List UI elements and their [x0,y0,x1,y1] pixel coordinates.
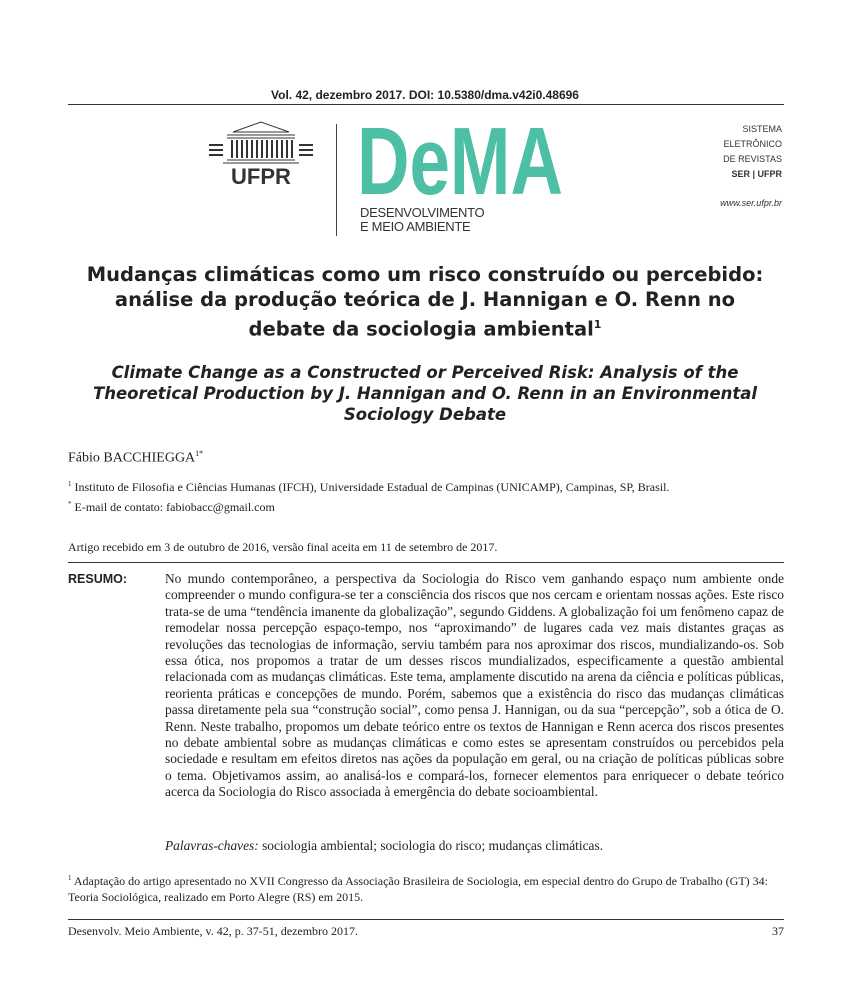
title-portuguese [60,262,790,342]
ser-line-2: ELETRÔNICO [723,139,782,149]
ser-line-3: DE REVISTAS [723,154,782,164]
contact-mark: * [68,500,72,508]
title-english [60,362,790,425]
title-en-line-1: Climate Change as a Constructed or Perceived Risk: Analysis of the [111,363,739,382]
footnote: $^1$ Adaptação do artigo apresentado no XVII Congresso da Associação Brasileira de Sociologia, em especial dentro do Grupo de Trabalho (GT) 34: Teoria Sociológica, realizado em Porto Alegre (RS) em 2015. [68,874,768,904]
title-en-line-2: Theoretical Production by J. Hannigan and O. Renn in an Environmental [92,384,758,403]
title-en-line-3: Sociology Debate [343,405,507,424]
affiliation: $^1$ Instituto de Filosofia e Ciências Humanas (IFCH), Universidade Estadual de Campinas (UNICAMP), Campinas, SP, Brasil. [68,480,670,494]
abstract-label: RESUMO: [68,572,128,586]
volume-line: Vol. 42, dezembro 2017. DOI: 10.5380/dma.v42i0.48696 [271,88,579,102]
keywords: Palavras-chaves: sociologia ambiental; sociologia do risco; mudanças climáticas. [165,838,604,853]
title-pt-line-1: Mudanças climáticas como um risco construído ou percebido: [86,263,764,286]
footnote-mark: 1 [68,874,72,882]
title-footnote-mark: 1 [593,318,602,331]
author: Fábio $BACCHIEGGA^{1*}$ [68,449,204,466]
dma-subtitle-line-1: DESENVOLVIMENTO [360,205,485,220]
ser-line-4: SER | UFPR [731,169,782,179]
dma-logo-text: DeMA [357,118,563,200]
ser-block [723,122,782,182]
ufpr-logo [205,118,317,188]
received-date: Artigo recebido em 3 de outubro de 2016, versão final aceita em 11 de setembro de 2017. [68,540,498,554]
abstract-rule [68,562,784,563]
ser-url: www.ser.ufpr.br [720,198,782,208]
title-pt-line-2: análise da produção teórica de J. Hannigan e O. Renn no [114,288,736,311]
dma-logo [357,118,567,200]
ufpr-logo-text: UFPR [231,164,291,188]
abstract-text: No mundo contemporâneo, a perspectiva da Sociologia do Risco vem ganhando espaço num ambiente onde compreender o mundo configura-se ter a consciência dos riscos que nos cercam e orientam nossas ações. Este risco trata-se de uma “tendência imanente da globalização”, segundo Giddens. A globalização foi um fenômeno capaz de remodelar nossa percepção espaço-tempo, nos “aproximando” de lugares cada vez mais distantes graças as revoluções das tecnologias de informação, serviu também para nos aproximar dos riscos, mundializando-os. Sob essa ótica, nos propomos a tratar de um desses riscos mundializados, especificamente a questão ambiental relacionada com as mudanças climáticas. Este tema, amplamente discutido na arena da ciência e políticas públicas, reorienta práticas e concepções de mundo. Porém, sabemos que a existência do risco das mudanças climáticas passa diretamente pela sua “construção social”, como pensa J. Hannigan, ou da sua “percepção”, sob a ótica de O. Renn. Neste trabalho, propomos um debate teórico entre os textos de Hannigan e Renn acerca dos riscos presentes no debate ambiental sobre as mudanças climáticas e como estes se apresentam construídos ou percebidos pela sociedade e resultam em efeitos diretos nas ações da população em geral, ou na criação de políticas públicas sobre o tema. Objetivamos assim, ao analisá-los e compará-los, fornecer elementos para enriquecer o debate teórico acerca da Sociologia do Risco associada à emergência do debate socioambiental. [165,571,784,800]
author-marks: 1* [195,449,204,458]
dma-subtitle [360,206,484,234]
top-rule [68,104,784,105]
page-number: 37 [772,924,784,938]
affiliation-mark: 1 [68,480,72,488]
footer-rule [68,919,784,920]
dma-subtitle-line-2: E MEIO AMBIENTE [360,219,471,234]
title-pt-line-3: debate da sociologia ambiental$^1$ [248,317,602,341]
journal-citation: Desenvolv. Meio Ambiente, v. 42, p. 37-51, dezembro 2017. [68,924,359,938]
contact-email: * E-mail de contato: fabiobacc@gmail.com [68,500,275,514]
keywords-label: Palavras-chaves: [165,838,259,853]
ser-line-1: SISTEMA [742,124,782,134]
header-divider [336,124,337,236]
